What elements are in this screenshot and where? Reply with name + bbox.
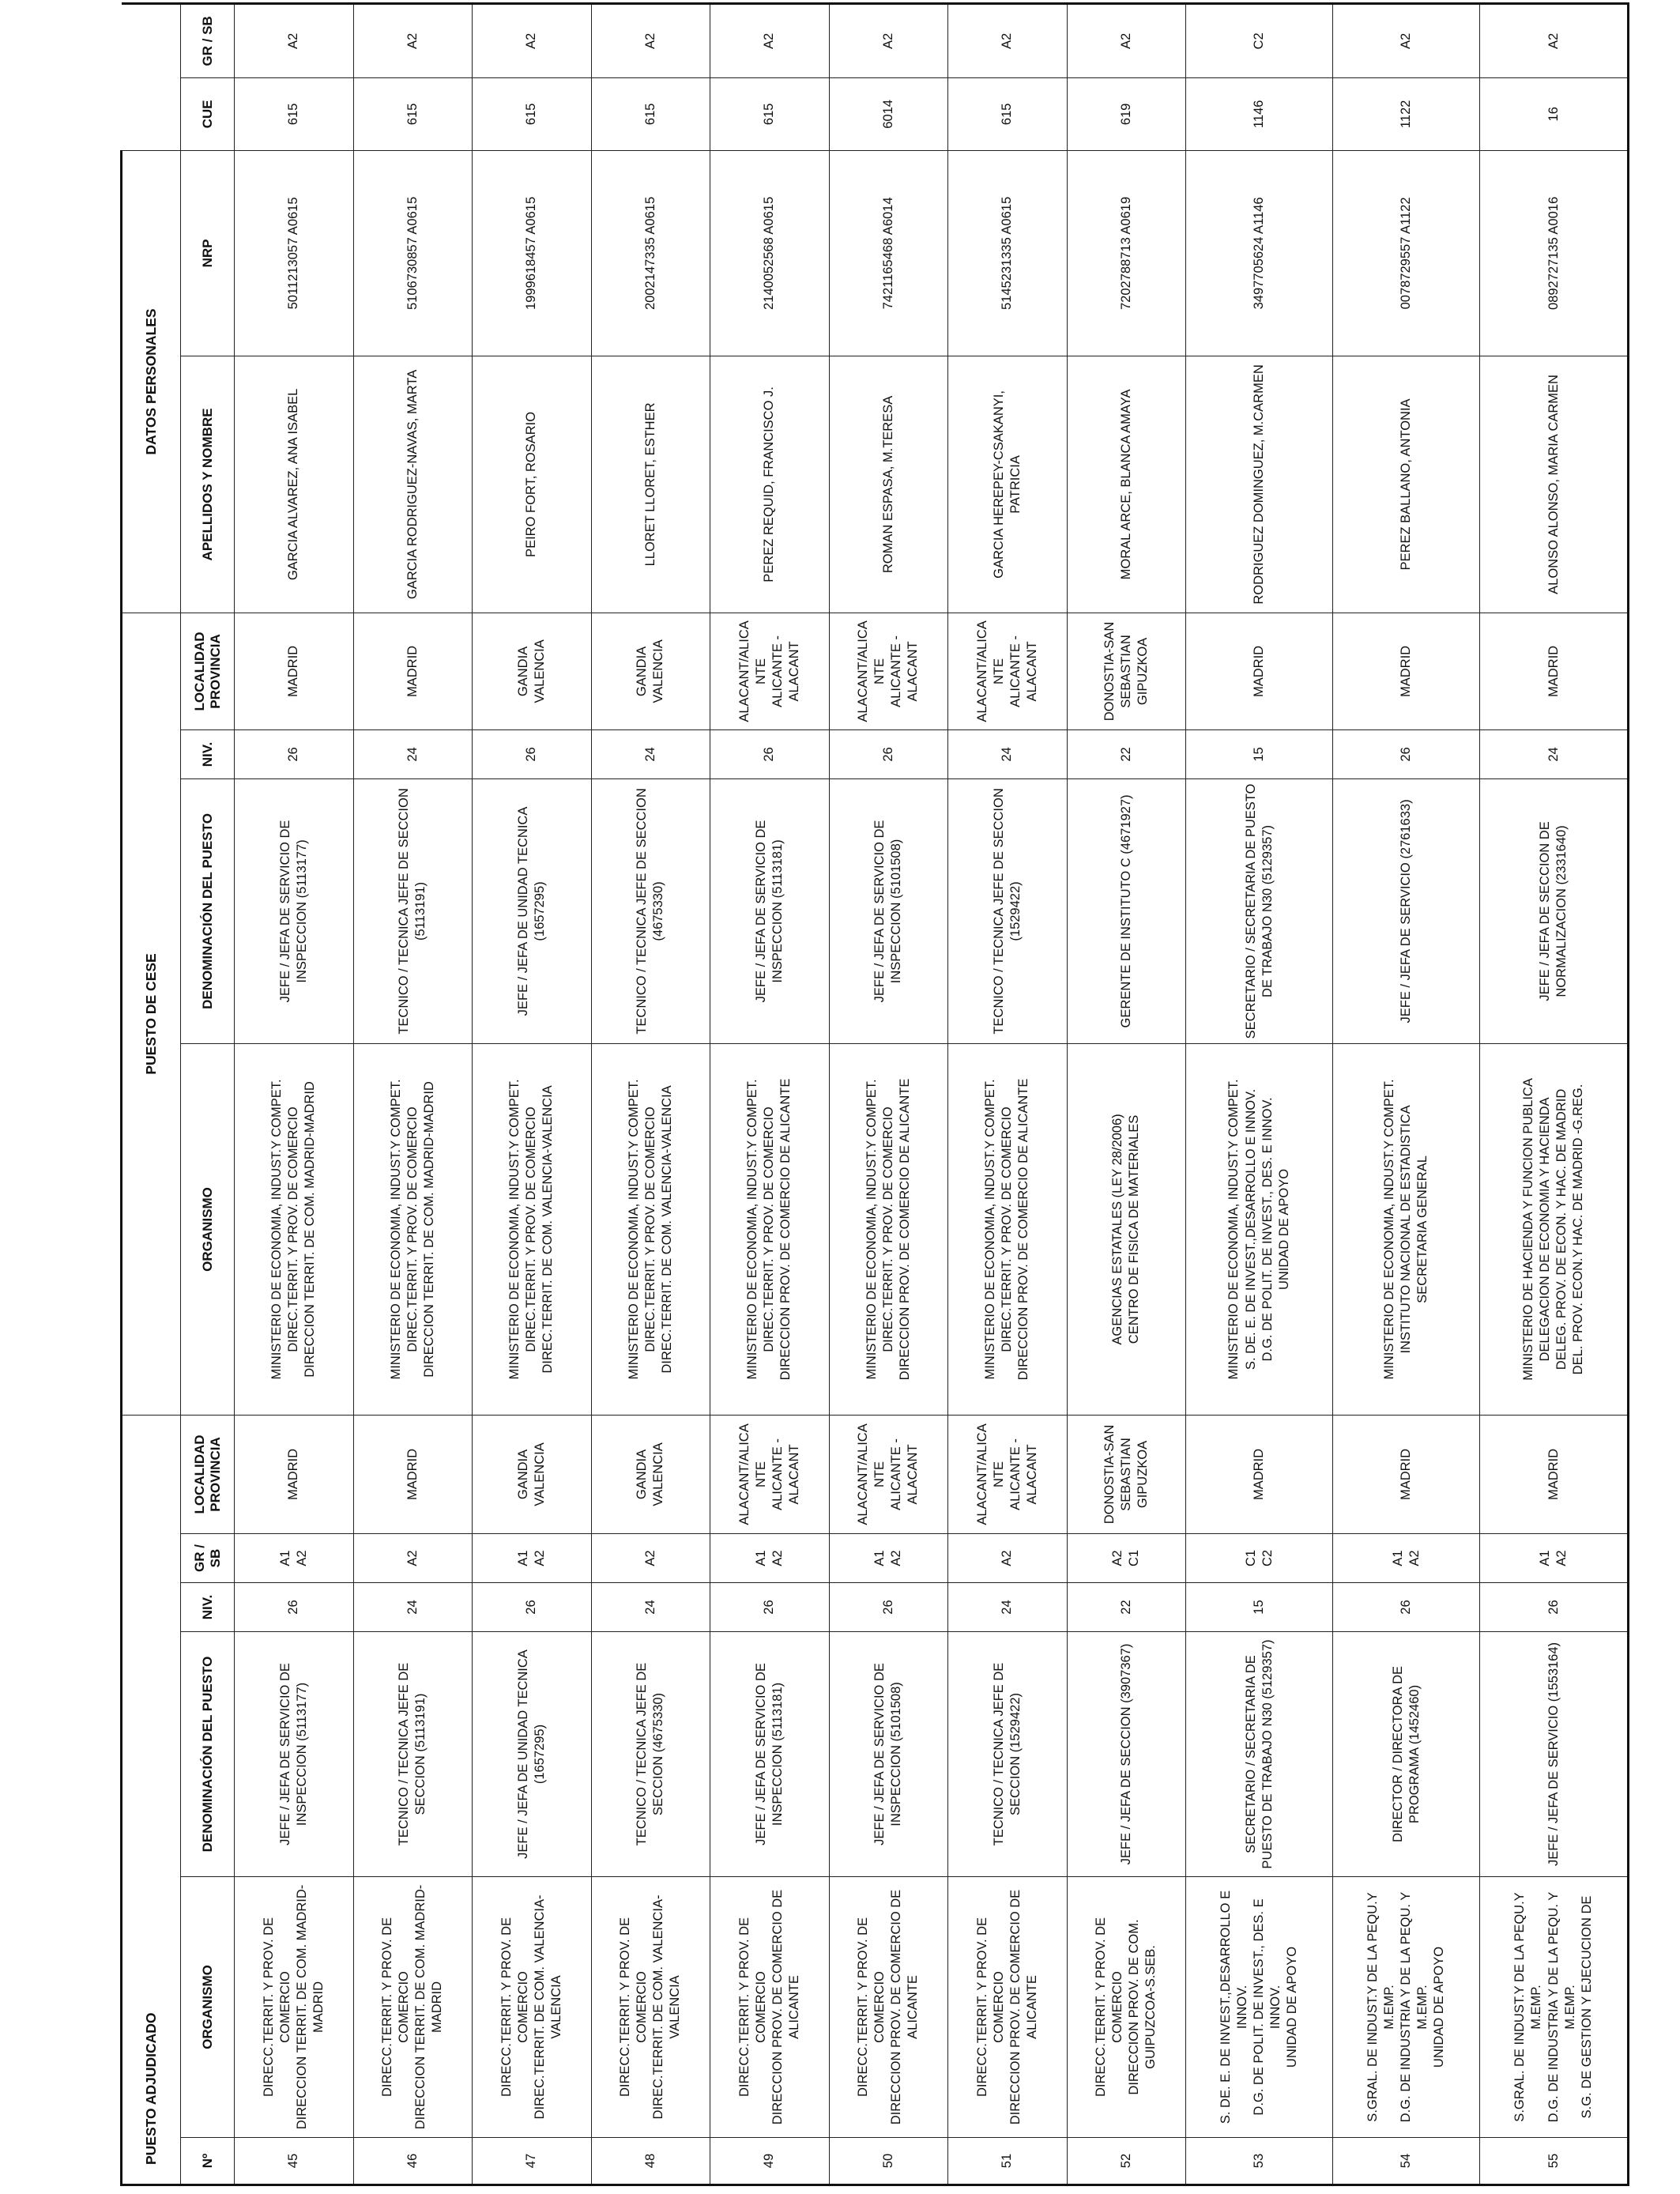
cell-nrp: 5106730857 A0615 bbox=[353, 150, 473, 356]
cell-cese-denominacion: TECNICO / TECNICA JEFE DE SECCION (1529422) bbox=[948, 778, 1068, 1043]
cell-cese-organismo: MINISTERIO DE ECONOMIA, INDUST.Y COMPET. DIREC.TERRIT. Y PROV. DE COMERCIO DIREC.TERRIT. DE COM. VALENCIA-VALENCIA bbox=[591, 1043, 710, 1415]
cell-denominacion: JEFE / JEFA DE SERVICIO DE INSPECCION (5101508) bbox=[829, 1632, 948, 1877]
cell-organismo: S.GRAL. DE INDUST.Y DE LA PEQU.Y M.EMP. D.G. DE INDUSTRIA Y DE LA PEQU. Y M.EMP. UNIDAD DE APOYO bbox=[1333, 1877, 1480, 2138]
cell-cue: 1146 bbox=[1186, 77, 1333, 150]
cell-niv: 22 bbox=[1067, 1583, 1186, 1632]
cell-cese-organismo: MINISTERIO DE ECONOMIA, INDUST.Y COMPET. DIREC.TERRIT. Y PROV. DE COMERCIO DIRECCION PROV. DE COMERCIO DE ALICANTE bbox=[710, 1043, 830, 1415]
cell-cue: 615 bbox=[591, 77, 710, 150]
cell-niv: 26 bbox=[829, 1583, 948, 1632]
cell-niv: 26 bbox=[235, 1583, 354, 1632]
cell-organismo: DIRECC.TERRIT. Y PROV. DE COMERCIO DIRECCION PROV. DE COM. GUIPUZCOA-S.SEB. bbox=[1067, 1877, 1186, 2138]
cell-localidad: ALACANT/ALICANTE ALICANTE - ALACANT bbox=[829, 1415, 948, 1533]
cell-denominacion: SECRETARIO / SECRETARIA DE PUESTO DE TRABAJO N30 (5129357) bbox=[1186, 1632, 1333, 1877]
cell-cese-denominacion: GERENTE DE INSTITUTO C (4671927) bbox=[1067, 778, 1186, 1043]
cell-localidad: ALACANT/ALICANTE ALICANTE - ALACANT bbox=[710, 1415, 830, 1533]
group-header-blank bbox=[122, 3, 181, 150]
cell-personal-gr-sb: A2 bbox=[710, 3, 830, 77]
table-row bbox=[1480, 3, 1629, 2185]
cell-cese-localidad: ALACANT/ALICANTE ALICANTE - ALACANT bbox=[829, 613, 948, 729]
cell-cese-denominacion: TECNICO / TECNICA JEFE DE SECCION (4675330) bbox=[591, 778, 710, 1043]
table-row bbox=[1067, 3, 1186, 2185]
cell-cue: 615 bbox=[710, 77, 830, 150]
cell-num: 55 bbox=[1480, 2138, 1629, 2185]
cell-cese-organismo: MINISTERIO DE HACIENDA Y FUNCION PUBLICA DELEGACION DE ECONOMIA Y HACIENDA DELEG. PROV. DE ECON. Y HAC. DE MADRID DEL. PROV. ECON.Y HAC. DE MADRID -G.REG. bbox=[1480, 1043, 1629, 1415]
cell-personal-gr-sb: A2 bbox=[235, 3, 354, 77]
cell-personal-gr-sb: A2 bbox=[1067, 3, 1186, 77]
col-header-denominacion: DENOMINACIÓN DEL PUESTO bbox=[181, 1632, 235, 1877]
cell-nrp: 0078729557 A1122 bbox=[1333, 150, 1480, 356]
cell-nrp: 7421165468 A6014 bbox=[829, 150, 948, 356]
col-header-cese-localidad: LOCALIDAD PROVINCIA bbox=[181, 613, 235, 729]
col-header-apellidos: APELLIDOS Y NOMBRE bbox=[181, 356, 235, 613]
cell-cese-denominacion: JEFE / JEFA DE SERVICIO DE INSPECCION (5113177) bbox=[235, 778, 354, 1043]
cell-gr-sb: A1 A2 bbox=[710, 1534, 830, 1583]
cell-num: 47 bbox=[473, 2138, 592, 2185]
cell-nrp: 5011213057 A0615 bbox=[235, 150, 354, 356]
col-header-nrp: NRP bbox=[181, 150, 235, 356]
cell-num: 46 bbox=[353, 2138, 473, 2185]
cell-denominacion: JEFE / JEFA DE SERVICIO (1553164) bbox=[1480, 1632, 1629, 1877]
cell-localidad: DONOSTIA-SAN SEBASTIAN GIPUZKOA bbox=[1067, 1415, 1186, 1533]
cell-num: 48 bbox=[591, 2138, 710, 2185]
cell-cue: 615 bbox=[948, 77, 1068, 150]
cell-cese-niv: 15 bbox=[1186, 729, 1333, 778]
cell-cese-localidad: DONOSTIA-SAN SEBASTIAN GIPUZKOA bbox=[1067, 613, 1186, 729]
table-row bbox=[353, 3, 473, 2185]
cell-denominacion: DIRECTOR / DIRECTORA DE PROGRAMA (1452460) bbox=[1333, 1632, 1480, 1877]
col-header-cese-denominacion: DENOMINACIÓN DEL PUESTO bbox=[181, 778, 235, 1043]
cell-cese-niv: 26 bbox=[710, 729, 830, 778]
cell-gr-sb: A2 bbox=[591, 1534, 710, 1583]
cell-cese-localidad: GANDIA VALENCIA bbox=[473, 613, 592, 729]
col-header-localidad: LOCALIDAD PROVINCIA bbox=[181, 1415, 235, 1533]
cell-cese-niv: 24 bbox=[1480, 729, 1629, 778]
cell-denominacion: TECNICO / TECNICA JEFE DE SECCION (4675330) bbox=[591, 1632, 710, 1877]
cell-localidad: MADRID bbox=[1186, 1415, 1333, 1533]
cell-cese-organismo: MINISTERIO DE ECONOMIA, INDUST.Y COMPET. DIREC.TERRIT. Y PROV. DE COMERCIO DIRECCION TERRIT. DE COM. MADRID-MADRID bbox=[353, 1043, 473, 1415]
cell-apellidos-nombre: LLORET LLORET, ESTHER bbox=[591, 356, 710, 613]
col-header-cese-organismo: ORGANISMO bbox=[181, 1043, 235, 1415]
cell-cese-localidad: MADRID bbox=[353, 613, 473, 729]
cell-cese-organismo: MINISTERIO DE ECONOMIA, INDUST.Y COMPET. DIREC.TERRIT. Y PROV. DE COMERCIO DIRECCION PROV. DE COMERCIO DE ALICANTE bbox=[948, 1043, 1068, 1415]
table-row bbox=[235, 3, 354, 2185]
cell-cese-localidad: GANDIA VALENCIA bbox=[591, 613, 710, 729]
cell-cese-denominacion: JEFE / JEFA DE UNIDAD TECNICA (1657295) bbox=[473, 778, 592, 1043]
cell-denominacion: JEFE / JEFA DE SECCION (3907367) bbox=[1067, 1632, 1186, 1877]
cell-organismo: DIRECC.TERRIT. Y PROV. DE COMERCIO DIREC.TERRIT. DE COM. VALENCIA-VALENCIA bbox=[473, 1877, 592, 2138]
col-header-organismo: ORGANISMO bbox=[181, 1877, 235, 2138]
resolution-table bbox=[120, 2, 1629, 2186]
cell-localidad: ALACANT/ALICANTE ALICANTE - ALACANT bbox=[948, 1415, 1068, 1533]
cell-nrp: 2002147335 A0615 bbox=[591, 150, 710, 356]
cell-personal-gr-sb: A2 bbox=[473, 3, 592, 77]
cell-nrp: 7202788713 A0619 bbox=[1067, 150, 1186, 356]
cell-nrp: 1999618457 A0615 bbox=[473, 150, 592, 356]
cell-gr-sb: A1 A2 bbox=[1333, 1534, 1480, 1583]
cell-gr-sb: A1 A2 bbox=[829, 1534, 948, 1583]
cell-denominacion: JEFE / JEFA DE SERVICIO DE INSPECCION (5113181) bbox=[710, 1632, 830, 1877]
cell-apellidos-nombre: ALONSO ALONSO, MARIA CARMEN bbox=[1480, 356, 1629, 613]
col-header-personal-gr-sb: GR / SB bbox=[181, 3, 235, 77]
cell-cese-organismo: MINISTERIO DE ECONOMIA, INDUST.Y COMPET. INSTITUTO NACIONAL DE ESTADISTICA SECRETARIA GENERAL bbox=[1333, 1043, 1480, 1415]
cell-cese-localidad: ALACANT/ALICANTE ALICANTE - ALACANT bbox=[948, 613, 1068, 729]
cell-num: 51 bbox=[948, 2138, 1068, 2185]
cell-cue: 16 bbox=[1480, 77, 1629, 150]
cell-cese-localidad: MADRID bbox=[1186, 613, 1333, 729]
cell-cese-organismo: MINISTERIO DE ECONOMIA, INDUST.Y COMPET. DIREC.TERRIT. Y PROV. DE COMERCIO DIRECCION PROV. DE COMERCIO DE ALICANTE bbox=[829, 1043, 948, 1415]
cell-apellidos-nombre: GARCIA HEREPEY-CSAKANYI, PATRICIA bbox=[948, 356, 1068, 613]
cell-cue: 615 bbox=[473, 77, 592, 150]
cell-num: 53 bbox=[1186, 2138, 1333, 2185]
cell-nrp: 0892727135 A0016 bbox=[1480, 150, 1629, 356]
cell-cese-organismo: MINISTERIO DE ECONOMIA, INDUST.Y COMPET. DIREC.TERRIT. Y PROV. DE COMERCIO DIRECCION TERRIT. DE COM. MADRID-MADRID bbox=[235, 1043, 354, 1415]
table-row bbox=[710, 3, 830, 2185]
cell-num: 50 bbox=[829, 2138, 948, 2185]
cell-cue: 619 bbox=[1067, 77, 1186, 150]
cell-cese-localidad: MADRID bbox=[235, 613, 354, 729]
cell-organismo: DIRECC.TERRIT. Y PROV. DE COMERCIO DIRECCION TERRIT. DE COM. MADRID-MADRID bbox=[235, 1877, 354, 2138]
cell-personal-gr-sb: A2 bbox=[948, 3, 1068, 77]
cell-personal-gr-sb: A2 bbox=[353, 3, 473, 77]
cell-cese-niv: 24 bbox=[353, 729, 473, 778]
cell-organismo: DIRECC.TERRIT. Y PROV. DE COMERCIO DIREC.TERRIT. DE COM. VALENCIA-VALENCIA bbox=[591, 1877, 710, 2138]
cell-cese-denominacion: TECNICO / TECNICA JEFE DE SECCION (5113191) bbox=[353, 778, 473, 1043]
cell-organismo: S.GRAL. DE INDUST.Y DE LA PEQU.Y M.EMP. D.G. DE INDUSTRIA Y DE LA PEQU. Y M.EMP. S.G. DE GESTION Y EJECUCION DE bbox=[1480, 1877, 1629, 2138]
cell-personal-gr-sb: A2 bbox=[591, 3, 710, 77]
col-header-niv: NIV. bbox=[181, 1583, 235, 1632]
cell-apellidos-nombre: RODRIGUEZ DOMINGUEZ, M.CARMEN bbox=[1186, 356, 1333, 613]
cell-apellidos-nombre: MORAL ARCE, BLANCA AMAYA bbox=[1067, 356, 1186, 613]
cell-cese-denominacion: SECRETARIO / SECRETARIA DE PUESTO DE TRABAJO N30 (5129357) bbox=[1186, 778, 1333, 1043]
group-header-puesto-adjudicado: PUESTO ADJUDICADO bbox=[122, 1415, 181, 2185]
cell-nrp: 3497705624 A1146 bbox=[1186, 150, 1333, 356]
cell-cese-organismo: MINISTERIO DE ECONOMIA, INDUST.Y COMPET. DIREC.TERRIT. Y PROV. DE COMERCIO DIREC.TERRIT. DE COM. VALENCIA-VALENCIA bbox=[473, 1043, 592, 1415]
cell-localidad: GANDIA VALENCIA bbox=[591, 1415, 710, 1533]
cell-cese-niv: 26 bbox=[829, 729, 948, 778]
cell-num: 54 bbox=[1333, 2138, 1480, 2185]
cell-apellidos-nombre: ROMAN ESPASA, M.TERESA bbox=[829, 356, 948, 613]
cell-gr-sb: A1 A2 bbox=[473, 1534, 592, 1583]
cell-apellidos-nombre: GARCIA ALVAREZ, ANA ISABEL bbox=[235, 356, 354, 613]
cell-organismo: S. DE. E. DE INVEST.,DESARROLLO E INNOV. D.G. DE POLIT. DE INVEST., DES. E INNOV. UNIDAD DE APOYO bbox=[1186, 1877, 1333, 2138]
table-row bbox=[948, 3, 1068, 2185]
cell-cue: 1122 bbox=[1333, 77, 1480, 150]
cell-cese-niv: 26 bbox=[235, 729, 354, 778]
cell-niv: 26 bbox=[710, 1583, 830, 1632]
cell-denominacion: TECNICO / TECNICA JEFE DE SECCION (1529422) bbox=[948, 1632, 1068, 1877]
cell-gr-sb: A1 A2 bbox=[235, 1534, 354, 1583]
cell-gr-sb: A2 bbox=[353, 1534, 473, 1583]
cell-cese-denominacion: JEFE / JEFA DE SERVICIO DE INSPECCION (5101508) bbox=[829, 778, 948, 1043]
cell-nrp: 2140052568 A0615 bbox=[710, 150, 830, 356]
cell-organismo: DIRECC.TERRIT. Y PROV. DE COMERCIO DIRECCION PROV. DE COMERCIO DE ALICANTE bbox=[710, 1877, 830, 2138]
cell-niv: 26 bbox=[473, 1583, 592, 1632]
cell-denominacion: JEFE / JEFA DE UNIDAD TECNICA (1657295) bbox=[473, 1632, 592, 1877]
cell-cue: 615 bbox=[353, 77, 473, 150]
cell-cese-denominacion: JEFE / JEFA DE SERVICIO (2761633) bbox=[1333, 778, 1480, 1043]
cell-cese-niv: 22 bbox=[1067, 729, 1186, 778]
cell-cese-niv: 24 bbox=[948, 729, 1068, 778]
cell-apellidos-nombre: GARCIA RODRIGUEZ-NAVAS, MARTA bbox=[353, 356, 473, 613]
cell-niv: 26 bbox=[1480, 1583, 1629, 1632]
cell-cue: 615 bbox=[235, 77, 354, 150]
cell-cese-niv: 26 bbox=[1333, 729, 1480, 778]
cell-niv: 26 bbox=[1333, 1583, 1480, 1632]
cell-niv: 24 bbox=[591, 1583, 710, 1632]
cell-organismo: DIRECC.TERRIT. Y PROV. DE COMERCIO DIRECCION TERRIT. DE COM. MADRID-MADRID bbox=[353, 1877, 473, 2138]
cell-localidad: GANDIA VALENCIA bbox=[473, 1415, 592, 1533]
table-row bbox=[1186, 3, 1333, 2185]
cell-cue: 6014 bbox=[829, 77, 948, 150]
cell-niv: 15 bbox=[1186, 1583, 1333, 1632]
cell-num: 52 bbox=[1067, 2138, 1186, 2185]
cell-num: 45 bbox=[235, 2138, 354, 2185]
cell-gr-sb: A2 C1 bbox=[1067, 1534, 1186, 1583]
col-header-gr-sb: GR / SB bbox=[181, 1534, 235, 1583]
cell-personal-gr-sb: A2 bbox=[1333, 3, 1480, 77]
cell-num: 49 bbox=[710, 2138, 830, 2185]
cell-apellidos-nombre: PEIRO FORT, ROSARIO bbox=[473, 356, 592, 613]
cell-cese-niv: 24 bbox=[591, 729, 710, 778]
cell-cese-denominacion: JEFE / JEFA DE SERVICIO DE INSPECCION (5113181) bbox=[710, 778, 830, 1043]
col-header-cese-niv: NIV. bbox=[181, 729, 235, 778]
table-row bbox=[591, 3, 710, 2185]
cell-cese-denominacion: JEFE / JEFA DE SECCION DE NORMALIZACION (2331640) bbox=[1480, 778, 1629, 1043]
cell-localidad: MADRID bbox=[235, 1415, 354, 1533]
cell-localidad: MADRID bbox=[353, 1415, 473, 1533]
cell-apellidos-nombre: PEREZ REQUID, FRANCISCO J. bbox=[710, 356, 830, 613]
cell-personal-gr-sb: C2 bbox=[1186, 3, 1333, 77]
cell-gr-sb: A1 A2 bbox=[1480, 1534, 1629, 1583]
cell-cese-localidad: ALACANT/ALICANTE ALICANTE - ALACANT bbox=[710, 613, 830, 729]
table-row bbox=[473, 3, 592, 2185]
cell-personal-gr-sb: A2 bbox=[829, 3, 948, 77]
cell-cese-organismo: AGENCIAS ESTATALES (LEY 28/2006) CENTRO DE FISICA DE MATERIALES bbox=[1067, 1043, 1186, 1415]
cell-gr-sb: C1 C2 bbox=[1186, 1534, 1333, 1583]
cell-niv: 24 bbox=[948, 1583, 1068, 1632]
cell-cese-niv: 26 bbox=[473, 729, 592, 778]
cell-denominacion: TECNICO / TECNICA JEFE DE SECCION (5113191) bbox=[353, 1632, 473, 1877]
cell-organismo: DIRECC.TERRIT. Y PROV. DE COMERCIO DIRECCION PROV. DE COMERCIO DE ALICANTE bbox=[829, 1877, 948, 2138]
cell-nrp: 5145231335 A0615 bbox=[948, 150, 1068, 356]
cell-niv: 24 bbox=[353, 1583, 473, 1632]
group-header-puesto-cese: PUESTO DE CESE bbox=[122, 613, 181, 1415]
cell-localidad: MADRID bbox=[1333, 1415, 1480, 1533]
cell-personal-gr-sb: A2 bbox=[1480, 3, 1629, 77]
col-header-num: Nº bbox=[181, 2138, 235, 2185]
cell-gr-sb: A2 bbox=[948, 1534, 1068, 1583]
table-row bbox=[829, 3, 948, 2185]
table-row bbox=[1333, 3, 1480, 2185]
rotated-page bbox=[120, 5, 1629, 2186]
col-header-cue: CUE bbox=[181, 77, 235, 150]
cell-cese-localidad: MADRID bbox=[1333, 613, 1480, 729]
cell-organismo: DIRECC.TERRIT. Y PROV. DE COMERCIO DIRECCION PROV. DE COMERCIO DE ALICANTE bbox=[948, 1877, 1068, 2138]
cell-denominacion: JEFE / JEFA DE SERVICIO DE INSPECCION (5113177) bbox=[235, 1632, 354, 1877]
group-header-datos-personales: DATOS PERSONALES bbox=[122, 150, 181, 613]
cell-cese-localidad: MADRID bbox=[1480, 613, 1629, 729]
cell-apellidos-nombre: PEREZ BALLANO, ANTONIA bbox=[1333, 356, 1480, 613]
cell-cese-organismo: MINISTERIO DE ECONOMIA, INDUST.Y COMPET. S. DE. E. DE INVEST.,DESARROLLO E INNOV. D.G. DE POLIT. DE INVEST., DES. E INNOV. UNIDAD DE APOYO bbox=[1186, 1043, 1333, 1415]
cell-localidad: MADRID bbox=[1480, 1415, 1629, 1533]
